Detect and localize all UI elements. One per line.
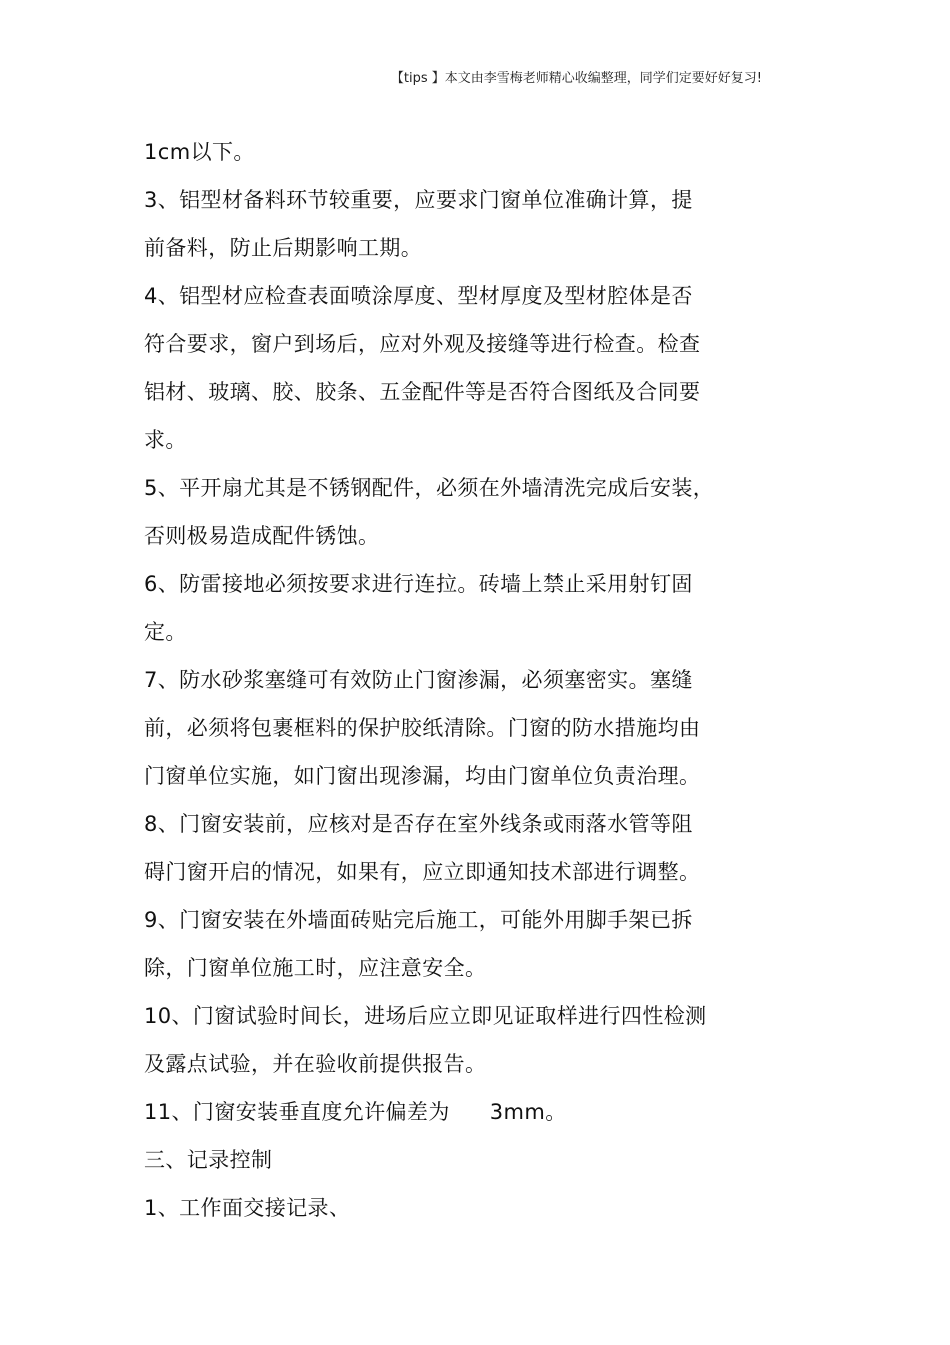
text-line: 门窗单位实施，如门窗出现渗漏，均由门窗单位负责治理。 [144, 764, 701, 788]
text-line: 前备料，防止后期影响工期。 [144, 236, 423, 260]
text-line: 求。 [144, 428, 187, 452]
tips-header-note: 【tips 】本文由李雪梅老师精心收编整理，同学们定要好好复习! [390, 71, 762, 86]
text-line: 3、铝型材备料环节较重要，应要求门窗单位准确计算，提 [144, 188, 693, 212]
section-title: 三、记录控制 [144, 1148, 273, 1172]
text-line: 6、防雷接地必须按要求进行连拉。砖墙上禁止采用射钉固 [144, 572, 693, 596]
text-line: 铝材、玻璃、胶、胶条、五金配件等是否符合图纸及合同要 [144, 380, 701, 404]
item-11-text: 11、门窗安装垂直度允许偏差为 [144, 1100, 450, 1124]
document-body [144, 128, 750, 1232]
text-line: 除，门窗单位施工时，应注意安全。 [144, 956, 487, 980]
text-line: 1cm以下。 [144, 140, 255, 164]
text-line: 9、门窗安装在外墙面砖贴完后施工，可能外用脚手架已拆 [144, 908, 693, 932]
text-line: 8、门窗安装前，应核对是否存在室外线条或雨落水管等阻 [144, 812, 693, 836]
text-line: 及露点试验，并在验收前提供报告。 [144, 1052, 487, 1076]
text-line: 7、防水砂浆塞缝可有效防止门窗渗漏，必须塞密实。塞缝 [144, 668, 693, 692]
text-line: 否则极易造成配件锈蚀。 [144, 524, 380, 548]
text-line: 碍门窗开启的情况，如果有，应立即通知技术部进行调整。 [144, 860, 701, 884]
text-line: 前，必须将包裹框料的保护胶纸清除。门窗的防水措施均由 [144, 716, 701, 740]
item-11-line [144, 1088, 750, 1136]
text-line: 5、平开扇尤其是不锈钢配件，必须在外墙清洗完成后安装， [144, 476, 715, 500]
record-item-1: 1、工作面交接记录、 [144, 1196, 351, 1220]
text-line: 4、铝型材应检查表面喷涂厚度、型材厚度及型材腔体是否 [144, 284, 693, 308]
text-line: 定。 [144, 620, 187, 644]
text-line: 符合要求，窗户到场后，应对外观及接缝等进行检查。检查 [144, 332, 701, 356]
item-11-value: 3mm。 [489, 1100, 567, 1124]
text-line: 10、门窗试验时间长，进场后应立即见证取样进行四性检测 [144, 1004, 707, 1028]
